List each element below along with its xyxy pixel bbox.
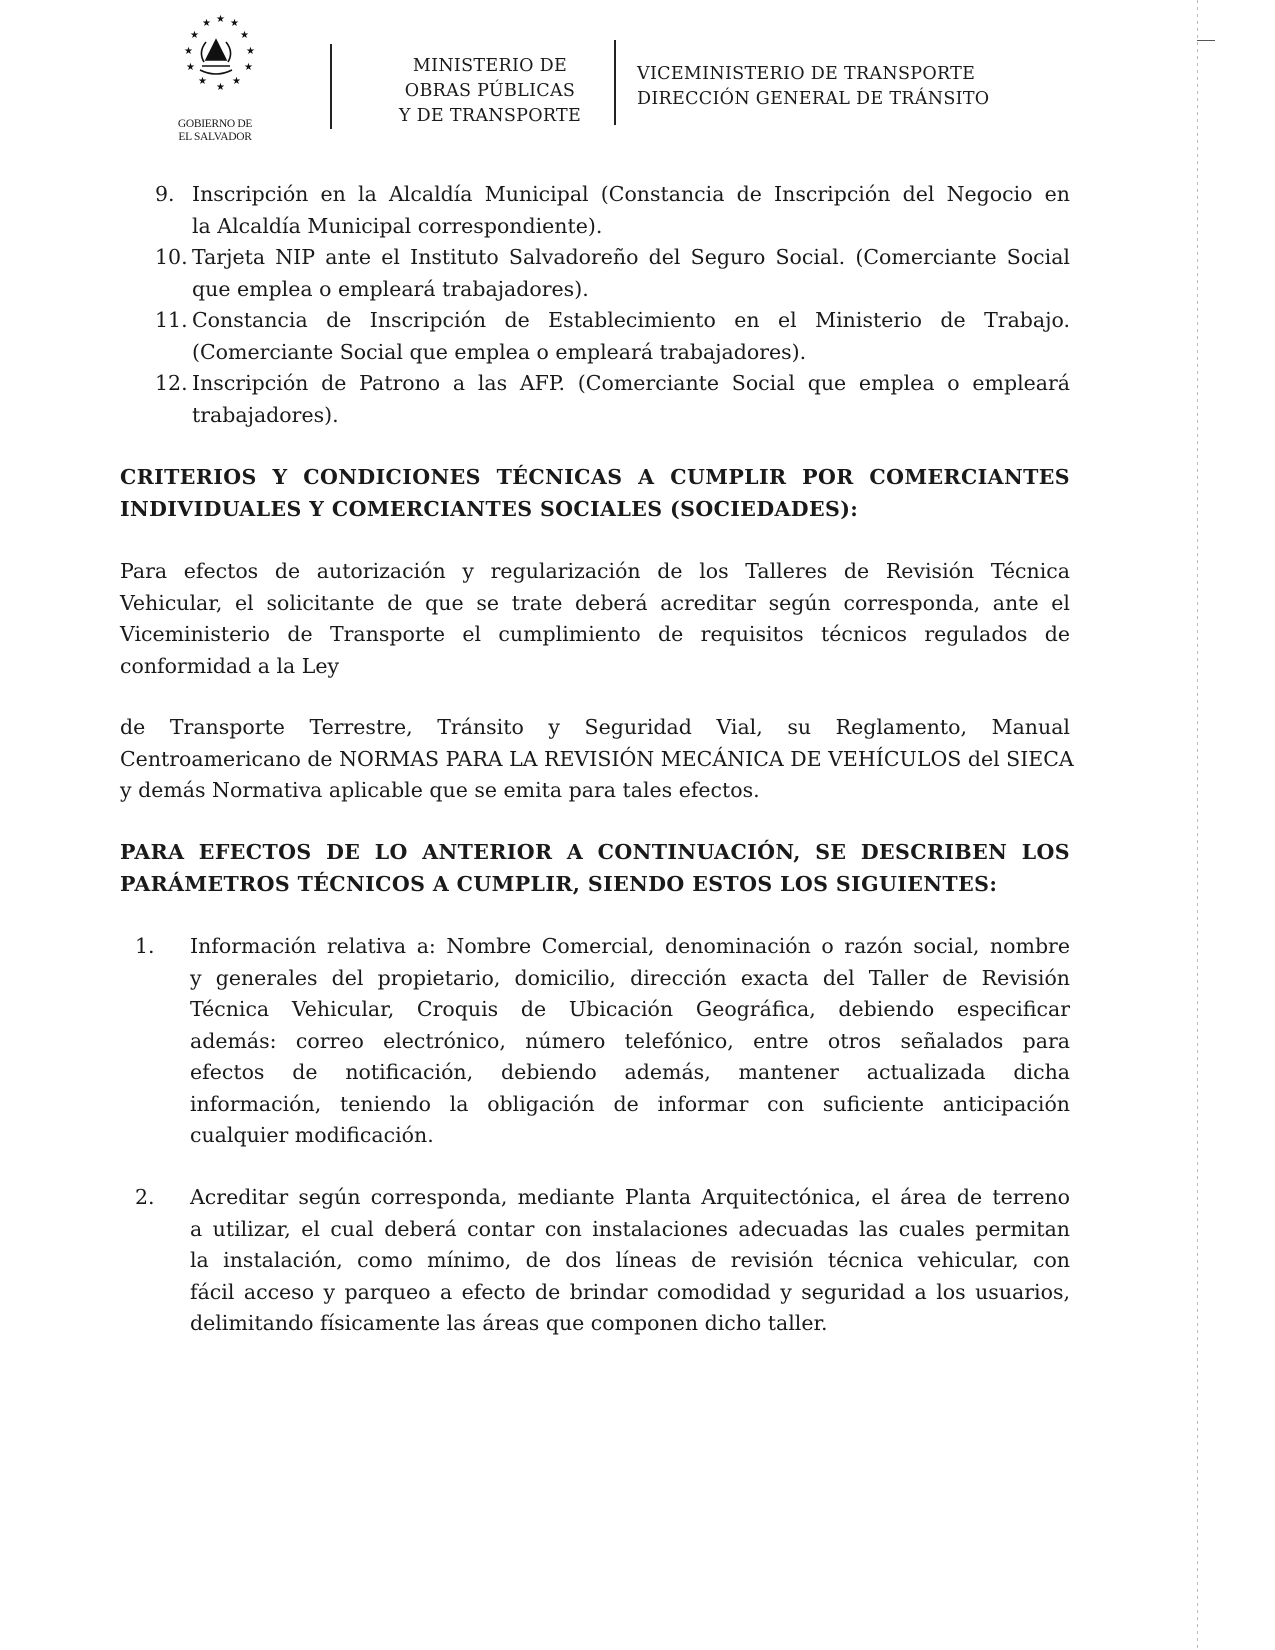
list-item-number: 10. <box>155 245 188 269</box>
vice-line2: DIRECCIÓN GENERAL DE TRÁNSITO <box>637 89 990 109</box>
paragraph-line: conformidad a la Ley <box>120 653 340 678</box>
vice-ministry-name <box>637 62 1057 112</box>
section-heading-line: PARÁMETROS TÉCNICOS A CUMPLIR, SIENDO ESTOS LOS SIGUIENTES: <box>120 871 998 896</box>
paragraph-line: Centroamericano de NORMAS PARA LA REVISIÓN MECÁNICA DE VEHÍCULOS del SIECA <box>120 746 1074 771</box>
paragraph-line: de Transporte Terrestre, Tránsito y Seguridad Vial, su Reglamento, Manual <box>120 715 1070 739</box>
list-item-text: delimitando físicamente las áreas que componen dicho taller. <box>190 1311 828 1335</box>
list-item-text: Tarjeta NIP ante el Instituto Salvadoreño del Seguro Social. (Comerciante Social <box>192 245 1070 269</box>
list-item-text: información, teniendo la obligación de informar con suficiente anticipación <box>190 1091 1070 1116</box>
svg-text:★: ★ <box>216 82 225 93</box>
list-item-number: 9. <box>155 182 175 206</box>
list-item-text: cualquier modificación. <box>190 1123 434 1147</box>
paragraph-line: y demás Normativa aplicable que se emita para tales efectos. <box>120 778 760 802</box>
logo-text-line2: EL SALVADOR <box>178 131 252 143</box>
section-heading <box>120 837 1070 900</box>
list-item-text: la Alcaldía Municipal correspondiente). <box>192 213 603 238</box>
coat-of-arms-icon <box>178 14 254 114</box>
list-item <box>120 179 1070 242</box>
svg-text:★: ★ <box>244 62 253 73</box>
list-item <box>120 368 1070 431</box>
list-item-text: efectos de notificación, debiendo además, mantener actualizada dicha <box>190 1060 1070 1084</box>
svg-text:★: ★ <box>240 30 249 41</box>
svg-text:★: ★ <box>216 14 225 25</box>
list-item-number: 12. <box>155 371 188 395</box>
list-item-text: trabajadores). <box>192 402 339 427</box>
header-divider-2 <box>614 40 616 125</box>
list-item-text: fácil acceso y parqueo a efecto de brindar comodidad y seguridad a los usuarios, <box>190 1279 1070 1304</box>
list-item-text: (Comerciante Social que emplea o empleará trabajadores). <box>192 339 807 364</box>
svg-text:★: ★ <box>186 62 195 73</box>
page-corner-mark <box>1197 40 1215 41</box>
logo-text-line1: GOBIERNO DE <box>177 118 253 130</box>
page-edge-line <box>1197 0 1198 1650</box>
list-item-number: 1. <box>135 934 155 958</box>
list-item-text: Acreditar según corresponda, mediante Planta Arquitectónica, el área de terreno <box>190 1185 1070 1209</box>
svg-text:★: ★ <box>202 18 211 29</box>
vice-line1: VICEMINISTERIO DE TRANSPORTE <box>637 64 976 84</box>
paragraph-line: Para efectos de autorización y regularización de los Talleres de Revisión Técnica <box>120 559 1070 583</box>
list-item-text: además: correo electrónico, número telefónico, entre otros señalados para <box>190 1028 1070 1053</box>
list-item-number: 2. <box>135 1185 155 1209</box>
list-item-text: y generales del propietario, domicilio, dirección exacta del Taller de Revisión <box>190 965 1070 990</box>
government-logo <box>160 14 270 143</box>
paragraph-line: Vehicular, el solicitante de que se trate deberá acreditar según corresponda, ante el <box>120 590 1070 615</box>
list-item-text: a utilizar, el cual deberá contar con instalaciones adecuadas las cuales permitan <box>190 1216 1070 1241</box>
paragraph-line: Viceministerio de Transporte el cumplimiento de requisitos técnicos regulados de <box>120 622 1070 646</box>
list-item <box>120 305 1070 368</box>
ministry-line1: MINISTERIO DE <box>412 56 568 76</box>
svg-text:★: ★ <box>198 76 207 87</box>
section-heading-line: CRITERIOS Y CONDICIONES TÉCNICAS A CUMPLIR POR COMERCIANTES <box>120 465 1070 489</box>
header-divider-1 <box>330 44 332 129</box>
paragraph <box>120 712 1074 807</box>
list-item-number: 11. <box>155 308 188 332</box>
ministry-name <box>375 54 605 129</box>
svg-text:★: ★ <box>230 18 239 29</box>
svg-text:★: ★ <box>190 30 199 41</box>
list-item-text: Inscripción de Patrono a las AFP. (Comerciante Social que emplea o empleará <box>192 371 1070 395</box>
list-item-text: la instalación, como mínimo, de dos líneas de revisión técnica vehicular, con <box>190 1248 1070 1272</box>
list-item-text: Inscripción en la Alcaldía Municipal (Constancia de Inscripción del Negocio en <box>192 182 1070 206</box>
svg-text:★: ★ <box>246 46 255 57</box>
section-heading <box>120 462 1070 525</box>
paragraph <box>120 556 1070 682</box>
svg-text:★: ★ <box>232 76 241 87</box>
section-heading-line: PARA EFECTOS DE LO ANTERIOR A CONTINUACIÓN, SE DESCRIBEN LOS <box>120 840 1070 864</box>
svg-text:★: ★ <box>184 46 193 57</box>
list-item <box>120 242 1070 305</box>
list-item-text: Técnica Vehicular, Croquis de Ubicación Geográfica, debiendo especificar <box>190 997 1070 1021</box>
ministry-line3: Y DE TRANSPORTE <box>398 106 582 126</box>
ministry-line2: OBRAS PÚBLICAS <box>404 81 576 101</box>
list-item-text: Información relativa a: Nombre Comercial, denominación o razón social, nombre <box>190 934 1070 958</box>
list-item-text: que emplea o empleará trabajadores). <box>192 276 589 301</box>
list-item-text: Constancia de Inscripción de Establecimiento en el Ministerio de Trabajo. <box>192 308 1070 332</box>
section-heading-line: INDIVIDUALES Y COMERCIANTES SOCIALES (SOCIEDADES): <box>120 496 859 521</box>
